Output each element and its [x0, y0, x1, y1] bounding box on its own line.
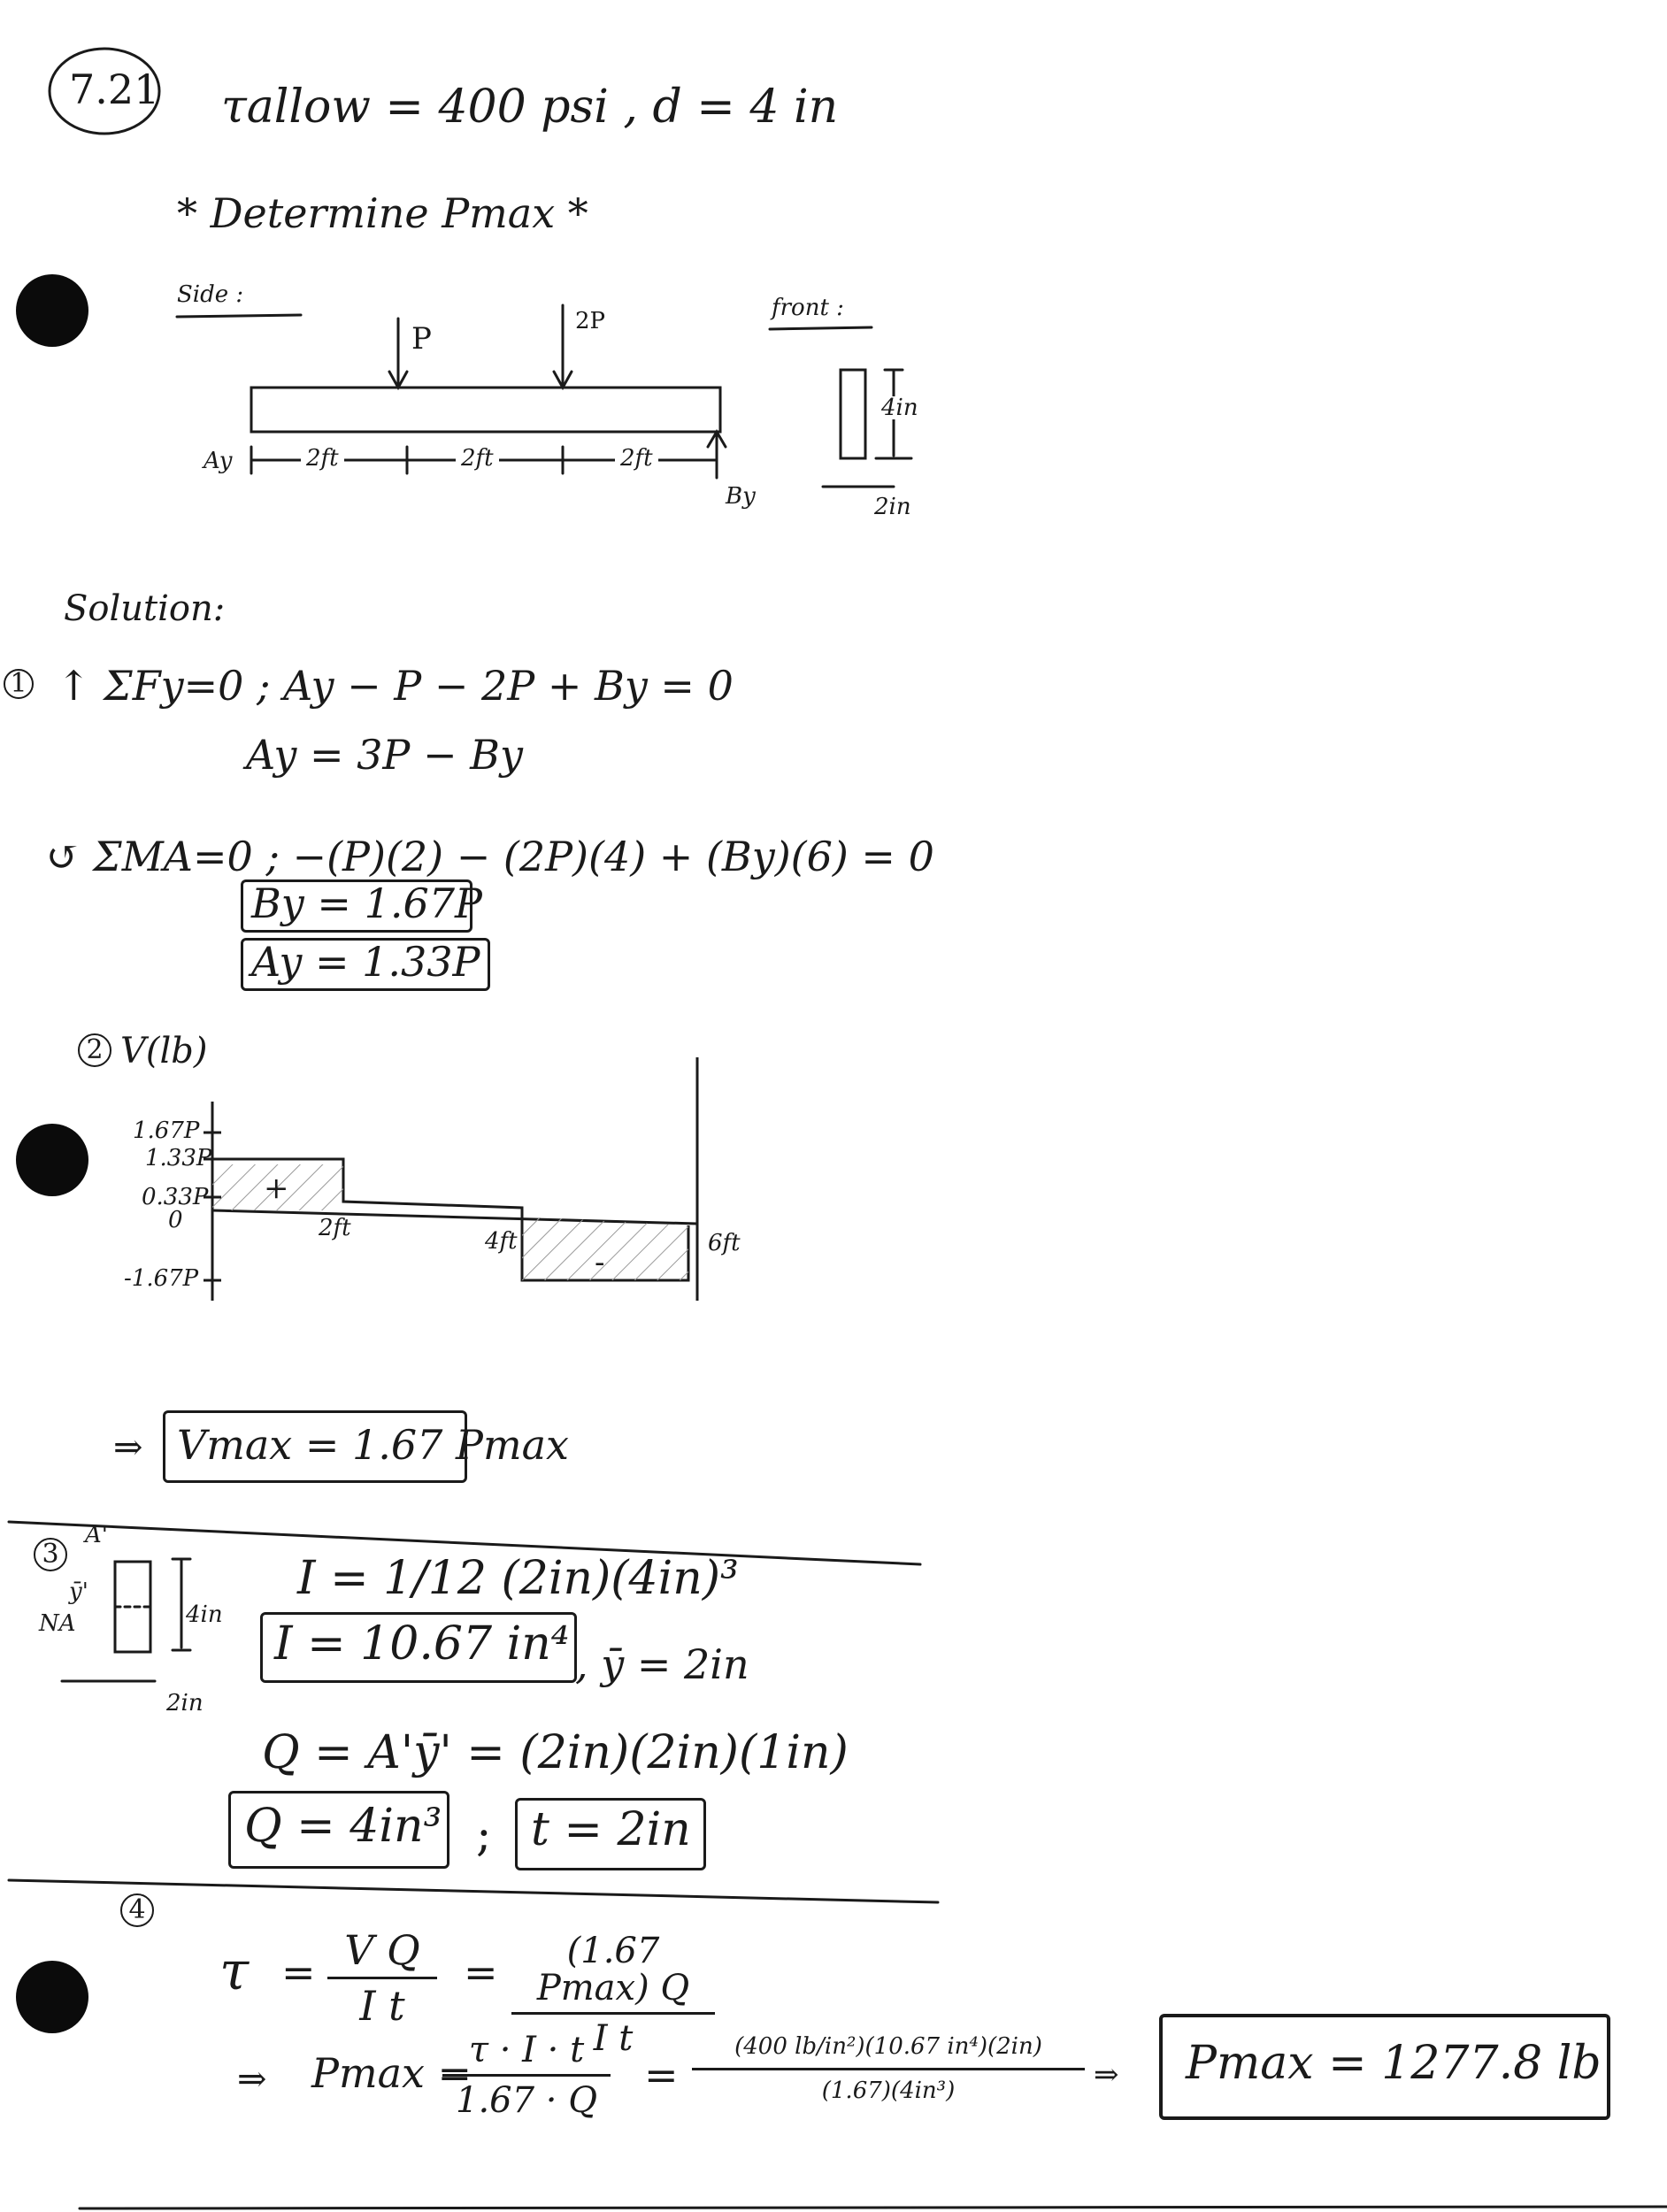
t-result: t = 2in — [531, 1803, 691, 1856]
front-label: front : — [772, 295, 844, 321]
vmax-arrow: ⇒ — [113, 1427, 143, 1468]
equals-3: = — [644, 2051, 679, 2099]
vmax-result: Vmax = 1.67 Pmax — [177, 1421, 569, 1469]
fraction-vq-numerator: V Q — [344, 1926, 420, 1974]
sketch-height-label: 4in — [186, 1601, 223, 1628]
final-answer: Pmax = 1277.8 lb — [1186, 2037, 1602, 2090]
fraction-substituted-denominator: I t — [593, 2018, 634, 2059]
step1-number: 1 — [4, 669, 34, 699]
step2-number: 2 — [78, 1033, 111, 1067]
moment-of-inertia-expression: I = 1/12 (2in)(4in)³ — [297, 1552, 739, 1605]
fraction-pmax-denominator: 1.67 · Q — [456, 2080, 597, 2121]
negative-sign: - — [595, 1245, 605, 1280]
by-result: By = 1.67P — [251, 879, 482, 927]
equals-1: = — [281, 1948, 316, 1996]
step1-sum-moment: ↺ ΣMA=0 ; −(P)(2) − (2P)(4) + (By)(6) = 0 — [46, 833, 934, 880]
tick-neg-167p: -1.67P — [124, 1265, 199, 1292]
sketch-ybar-label: ȳ' — [69, 1578, 88, 1605]
ay-result: Ay = 1.33P — [251, 938, 480, 986]
fraction-vq-it — [327, 1926, 437, 2031]
sketch-a-label: A' — [85, 1522, 108, 1548]
load-p-label: P — [411, 321, 432, 357]
reaction-a-label: Ay — [204, 448, 233, 474]
step4-number: 4 — [120, 1893, 154, 1927]
fraction-substituted-numerator: (1.67 Pmax) Q — [536, 1931, 690, 2008]
tau-symbol: τ — [219, 1940, 250, 2002]
fraction-pmax-numerator: τ · I · t — [468, 2030, 585, 2070]
equals-2: = — [464, 1948, 498, 1996]
fraction-numeric-denominator: (1.67)(4in³) — [821, 2078, 956, 2105]
load-2p-label: 2P — [575, 308, 606, 334]
width-label: 2in — [874, 494, 911, 520]
derive-arrow: ⇒ — [237, 2059, 267, 2100]
height-label: 4in — [881, 395, 918, 421]
q-expression: Q = A'ȳ' = (2in)(2in)(1in) — [262, 1726, 849, 1779]
span-1-label: 2ft — [301, 447, 344, 470]
tick-6ft: 6ft — [708, 1230, 741, 1256]
solution-label: Solution: — [64, 588, 226, 629]
fraction-numeric-numerator: (400 lb/in²)(10.67 in⁴)(2in) — [734, 2033, 1042, 2060]
step1-ay-expression: Ay = 3P − By — [246, 731, 523, 779]
reaction-b-label: By — [726, 483, 756, 510]
ybar-value: , ȳ = 2in — [575, 1640, 749, 1688]
shear-axis-label: V(lb) — [120, 1031, 208, 1071]
sketch-width-label: 2in — [166, 1690, 204, 1717]
q-result: Q = 4in³ — [244, 1800, 442, 1853]
fraction-numeric — [692, 2035, 1085, 2104]
tick-4ft: 4ft — [485, 1228, 518, 1255]
tick-167p: 1.67P — [133, 1118, 200, 1144]
zero-line — [212, 1210, 697, 1224]
tick-2ft: 2ft — [319, 1215, 351, 1241]
given-values: τallow = 400 psi , d = 4 in — [221, 81, 839, 134]
tick-133p: 1.33P — [145, 1145, 212, 1171]
tick-033p: 0.33P — [142, 1184, 209, 1210]
positive-sign: + — [264, 1171, 289, 1206]
pmax-lhs: Pmax = — [311, 2049, 472, 2097]
side-label: Side : — [177, 281, 244, 308]
q-t-separator: ; — [476, 1809, 492, 1862]
sketch-na-label: NA — [39, 1610, 76, 1637]
tick-zero: 0 — [168, 1207, 183, 1233]
result-arrow: ⇒ — [1094, 2057, 1119, 2093]
span-3-label: 2ft — [615, 447, 658, 470]
task-statement: * Determine Pmax * — [177, 189, 588, 237]
moment-of-inertia-result: I = 10.67 in⁴ — [274, 1617, 570, 1671]
fraction-vq-denominator: I t — [359, 1982, 405, 2031]
step3-number: 3 — [34, 1538, 67, 1571]
fraction-pmax-formula — [442, 2032, 611, 2119]
problem-number: 7.21 — [69, 65, 160, 113]
step1-sum-fy: ↑ ΣFy=0 ; Ay − P − 2P + By = 0 — [57, 662, 734, 710]
span-2-label: 2ft — [456, 447, 499, 470]
